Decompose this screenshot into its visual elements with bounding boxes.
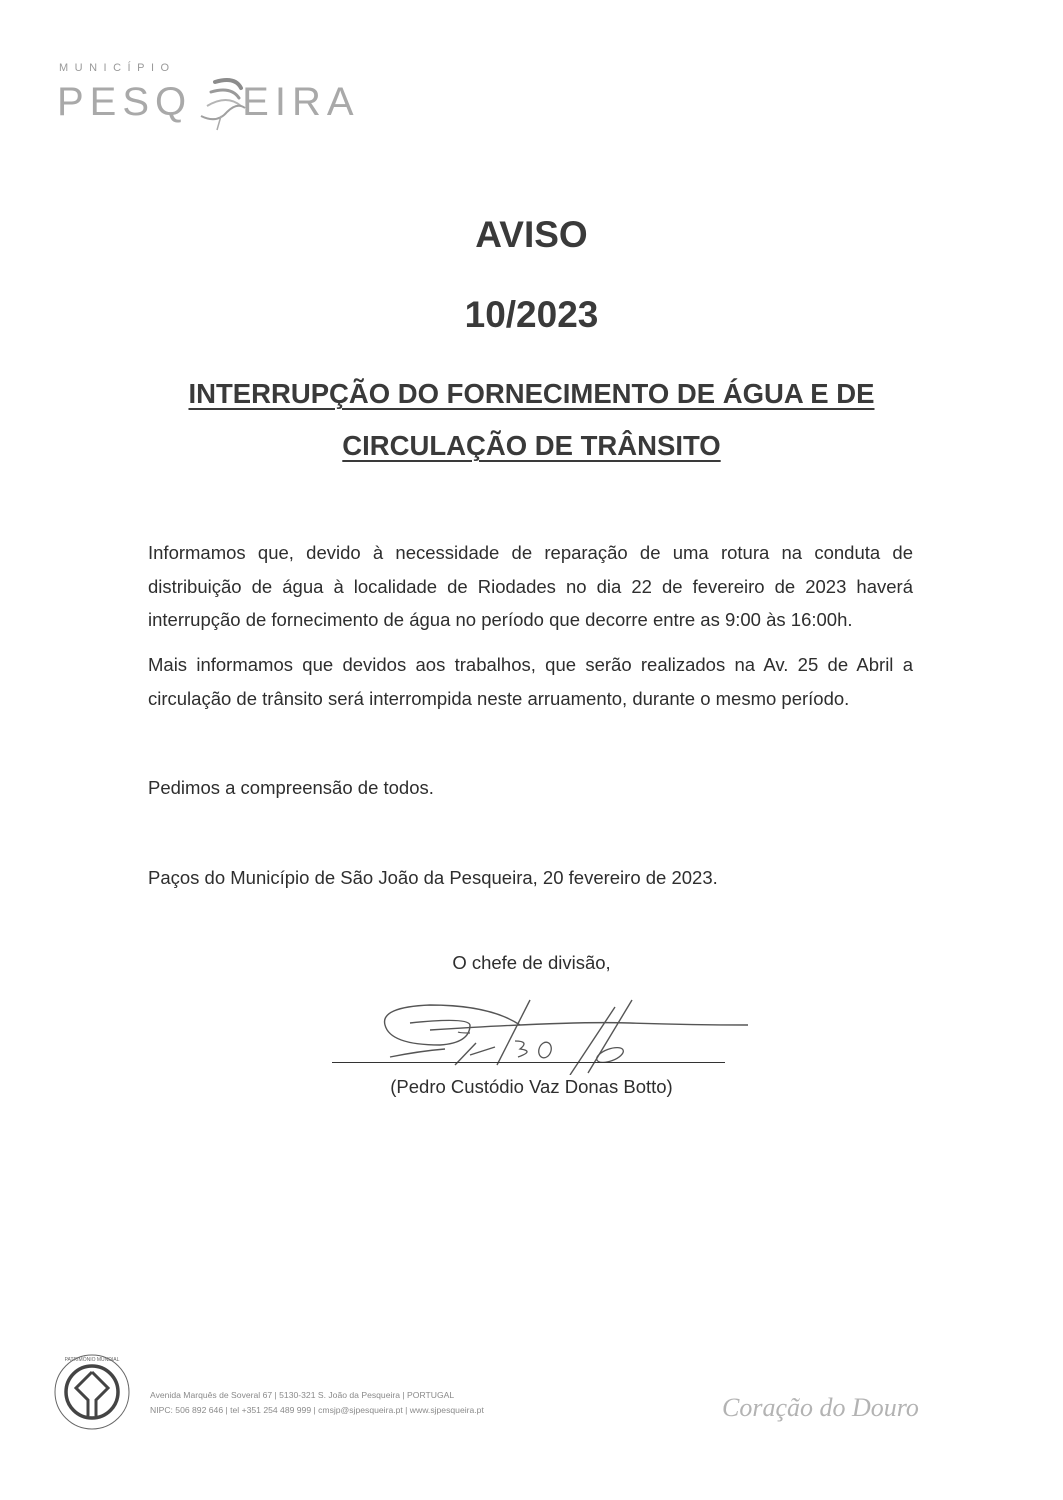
svg-text:Coração do Douro: Coração do Douro [722, 1393, 919, 1422]
footer-contacts [150, 1388, 484, 1418]
paragraph-water-interruption: Informamos que, devido à necessidade de reparação de uma rotura na conduta de distribuição de água à localidade de Riodades no dia 22 de fevereiro de 2023 haverá interrupção de fornecimento de água no período que decorre entre as 9:00 às 16:00h. [148, 542, 913, 630]
paragraph-closing: Pedimos a compreensão de todos. [148, 777, 434, 798]
subject-line-2: CIRCULAÇÃO DE TRÂNSITO [342, 430, 721, 461]
svg-text:PATRIMÓNIO MUNDIAL: PATRIMÓNIO MUNDIAL [64, 1357, 120, 1363]
logo-wordmark-left: PESQ [57, 80, 193, 124]
footer-contact-line: NIPC: 506 892 646 | tel +351 254 489 999 | cmsjp@sjpesqueira.pt | www.sjpesqueira.pt [150, 1405, 484, 1415]
subject-line-1: INTERRUPÇÃO DO FORNECIMENTO DE ÁGUA E DE [188, 378, 875, 409]
footer-address: Avenida Marquês de Soveral 67 | 5130-321 S. João da Pesqueira | PORTUGAL [150, 1390, 455, 1400]
pesqueira-emblem-icon [197, 72, 257, 132]
unesco-world-heritage-icon [52, 1352, 132, 1432]
signatory-name: (Pedro Custódio Vaz Donas Botto) [390, 1076, 673, 1097]
place-and-date: Paços do Município de São João da Pesqueira, 20 fevereiro de 2023. [148, 867, 718, 888]
paragraph-traffic-interruption: Mais informamos que devidos aos trabalhos, que serão realizados na Av. 25 de Abril a circulação de trânsito será interrompida neste arruamento, durante o mesmo período. [148, 654, 913, 709]
logo-wordmark-right: EIRA [242, 80, 360, 124]
municipality-logo [57, 62, 360, 132]
notice-number: 10/2023 [464, 294, 599, 335]
slogan-coracao-do-douro [718, 1378, 968, 1438]
signatory-role: O chefe de divisão, [452, 952, 611, 973]
logo-subtitle: MUNICÍPIO [59, 62, 176, 74]
signature-line [332, 1062, 725, 1063]
notice-subject [0, 368, 1063, 472]
notice-type: AVISO [475, 214, 588, 255]
